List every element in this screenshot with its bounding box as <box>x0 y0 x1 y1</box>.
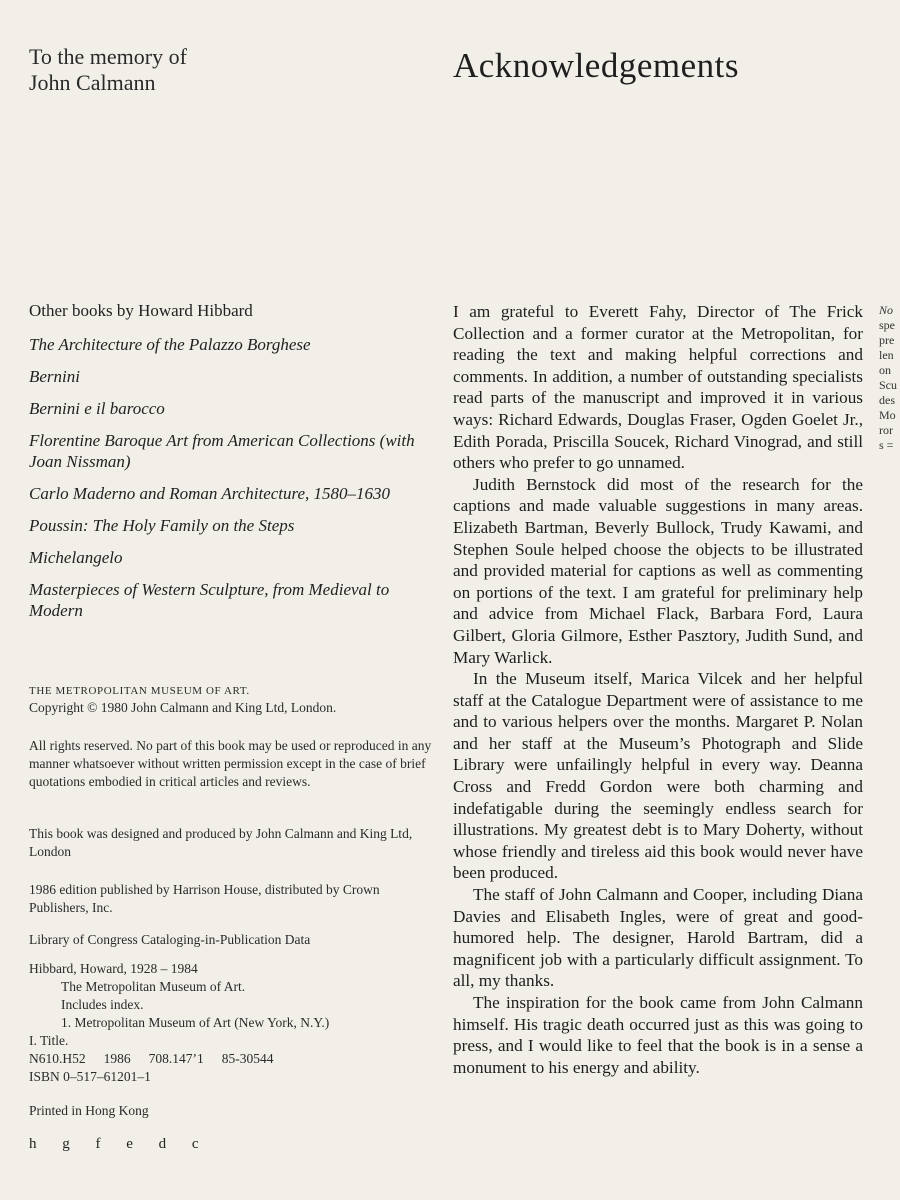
dedication-line-2: John Calmann <box>29 70 156 95</box>
acknowledgements-title: Acknowledgements <box>453 46 739 85</box>
cip-index-note: Includes index. <box>61 997 144 1012</box>
cip-year: 1986 <box>103 1051 131 1066</box>
cip-title: The Metropolitan Museum of Art. <box>61 979 246 994</box>
copyright-block <box>29 683 439 717</box>
edge-fragment: spe <box>879 318 895 332</box>
cip-title-entry: I. Title. <box>29 1033 69 1048</box>
other-books-list <box>29 334 429 621</box>
book-title: Bernini <box>29 367 80 386</box>
edition-note: 1986 edition published by Harrison House, distributed by Crown Publishers, Inc. <box>29 882 380 915</box>
adjacent-page-fragment <box>879 303 900 453</box>
ack-paragraph: Judith Bernstock did most of the research for the captions and made valuable suggestions in many areas. Elizabeth Bartman, Beverly Bullock, Trudy Kawami, and Stephen Soule helped choose the objects to be illustrated and provided material for captions as well as commenting on portions of the text. I am grateful for preliminary help and advice from Michael Flack, Barbara Ford, Laura Gilbert, Gloria Gilmore, Esther Pasztory, Judith Sund, and Mary Warlick. <box>453 474 863 667</box>
edge-fragment: pre <box>879 333 895 347</box>
edge-fragment: No <box>879 303 894 317</box>
acknowledgements-body <box>453 301 863 1078</box>
cip-heading: Library of Congress Cataloging-in-Publication Data <box>29 932 311 947</box>
cip-lccn: 85-30544 <box>221 1051 274 1066</box>
cip-classification <box>29 1050 439 1068</box>
other-books-heading: Other books by Howard Hibbard <box>29 301 253 320</box>
ack-paragraph: The inspiration for the book came from John Calmann himself. His tragic death occurred just as this was going to press, and I would like to feel that the book is in a sense a monument to his energy and ability. <box>453 993 863 1077</box>
book-title: Poussin: The Holy Family on the Steps <box>29 516 295 535</box>
edge-fragment: s = <box>879 438 894 452</box>
cip-call-number: N610.H52 <box>29 1051 86 1066</box>
isbn: ISBN 0–517–61201–1 <box>29 1069 151 1084</box>
book-title: Bernini e il barocco <box>29 399 165 418</box>
ack-paragraph: In the Museum itself, Marica Vilcek and her helpful staff at the Catalogue Department were of assistance to me and to various helpers over the months. Margaret P. Nolan and her staff at the Museum’s Photograph and Slide Library were unfailingly helpful in every way. Deanna Cross and Fredd Gordon were both charming and indefatigable during the seemingly endless search for illustrations. My greatest debt is to Mary Doherty, without whose friendly and tireless aid this book would never have been produced. <box>453 669 863 883</box>
ack-paragraph: I am grateful to Everett Fahy, Director of The Frick Collection and a former curator at the Metropolitan, for reading the text and making helpful corrections and comments. In addition, a number of outstanding specialists read parts of the manuscript and improved it in various ways: Richard Edwards, Douglas Fraser, Ogden Goelet Jr., Edith Porada, Priscilla Soucek, Richard Vinograd, and still others who prefer to go unnamed. <box>453 302 863 473</box>
dedication <box>29 44 187 96</box>
book-title: Michelangelo <box>29 548 123 567</box>
cip-subject: 1. Metropolitan Museum of Art (New York, N.Y.) <box>61 1015 330 1030</box>
book-title: Masterpieces of Western Sculpture, from Medieval to Modern <box>29 580 390 620</box>
other-books-section <box>29 300 429 632</box>
edge-fragment: len <box>879 348 894 362</box>
rights-notice: All rights reserved. No part of this book may be used or reproduced in any manner whatsoever without written permission except in the case of brief quotations embodied in critical articles and reviews. <box>29 738 432 789</box>
edge-fragment: on <box>879 363 891 377</box>
museum-name: THE METROPOLITAN MUSEUM OF ART. <box>29 685 250 697</box>
edge-fragment: Mo <box>879 408 896 422</box>
ack-paragraph: The staff of John Calmann and Cooper, including Diana Davies and Elisabeth Ingles, were of great and good-humored help. The designer, Harold Bartram, did a magnificent job with a particularly difficult assignment. To all, my thanks. <box>453 885 863 991</box>
cip-author: Hibbard, Howard, 1928 – 1984 <box>29 961 198 976</box>
book-title: Florentine Baroque Art from American Collections (with Joan Nissman) <box>29 431 415 471</box>
designer-credit: This book was designed and produced by John Calmann and King Ltd, London <box>29 826 413 859</box>
book-title: Carlo Maderno and Roman Architecture, 1580–1630 <box>29 484 391 503</box>
edge-fragment: Scu <box>879 378 897 392</box>
copyright-line: Copyright © 1980 John Calmann and King Ltd, London. <box>29 700 337 715</box>
printing-letters: h g f e d c <box>29 1136 210 1152</box>
book-title: The Architecture of the Palazzo Borghese <box>29 335 311 354</box>
edge-fragment: ror <box>879 423 893 437</box>
cip-record <box>29 960 439 1086</box>
dedication-line-1: To the memory of <box>29 44 187 69</box>
edge-fragment: des <box>879 393 895 407</box>
cip-dewey: 708.147’1 <box>148 1051 204 1066</box>
printed-in: Printed in Hong Kong <box>29 1103 149 1118</box>
